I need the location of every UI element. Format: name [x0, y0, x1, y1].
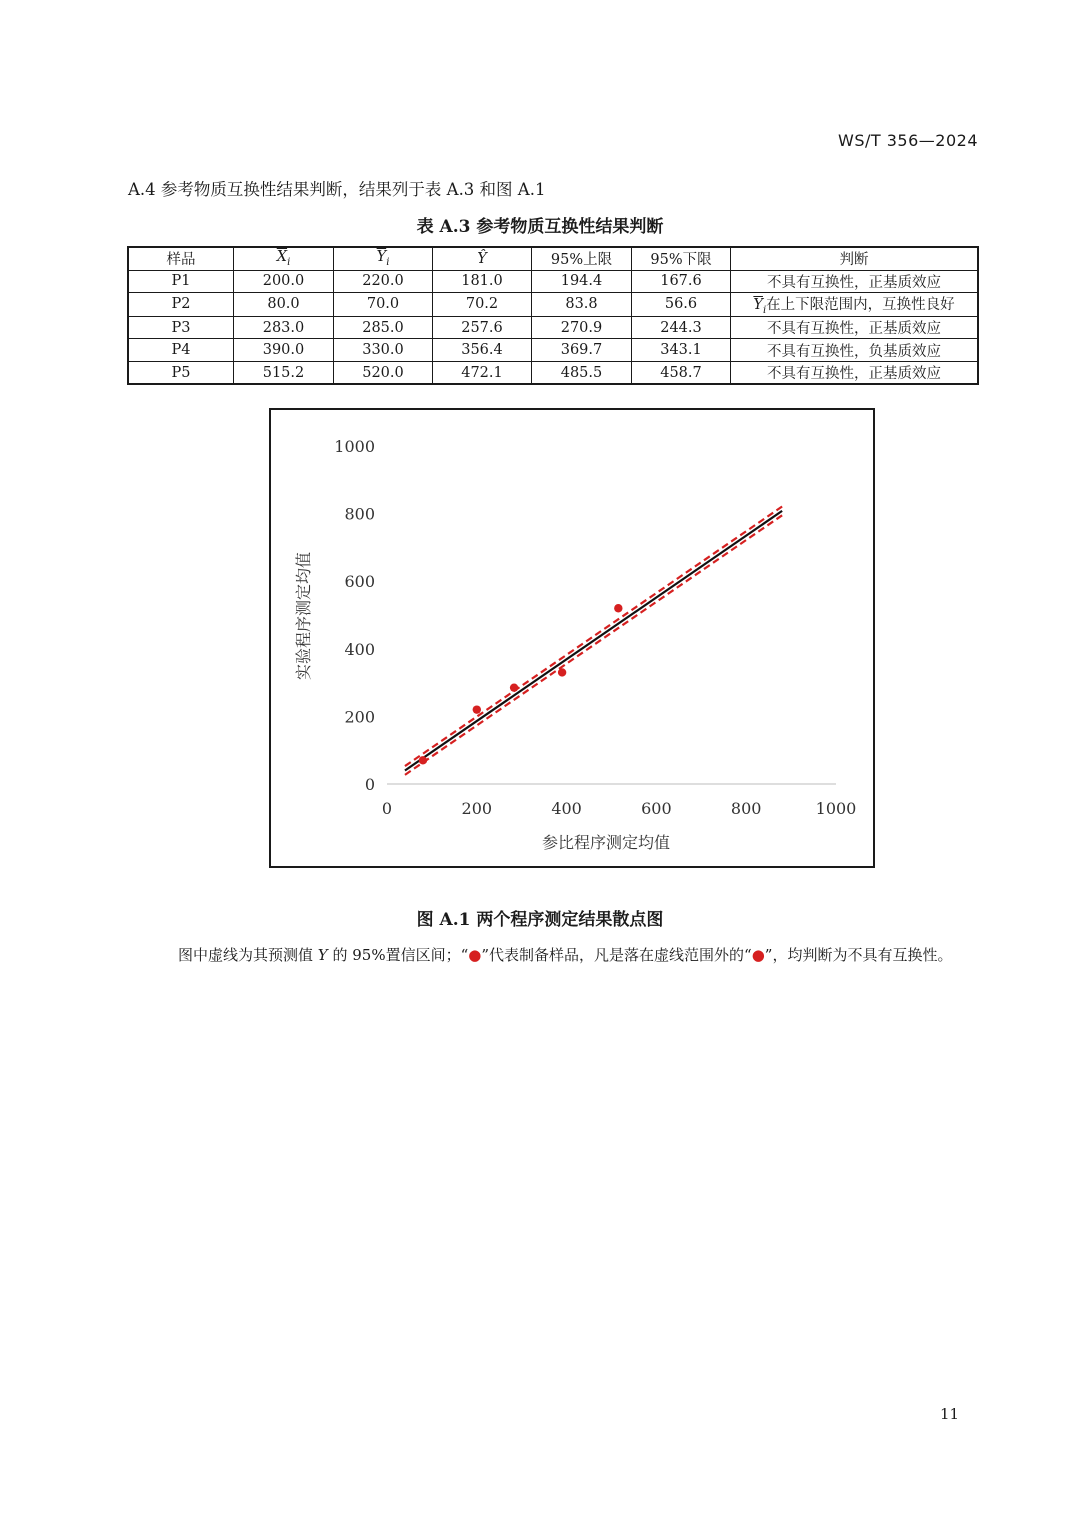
- cell: 70.2: [433, 293, 532, 317]
- x-tick-label: 200: [461, 799, 493, 818]
- cell: 485.5: [532, 361, 632, 384]
- cell: P2: [128, 293, 234, 317]
- table-row: [128, 316, 978, 339]
- cell: 200.0: [234, 270, 334, 293]
- cell: 520.0: [334, 361, 433, 384]
- figure-note: 图中虚线为其预测值 Y 的 95%置信区间；“●”代表制备样品，凡是落在虚线范围外的“●”，均判断为不具有互换性。: [178, 946, 953, 964]
- header-lower-limit: 95%下限: [632, 247, 731, 270]
- x-tick-label: 1000: [815, 799, 857, 818]
- figure-caption: 图 A.1 两个程序测定结果散点图: [416, 910, 664, 930]
- cell: 472.1: [433, 361, 532, 384]
- result-table: [127, 246, 979, 385]
- data-point: [419, 756, 427, 764]
- x-tick-label: 400: [551, 799, 582, 818]
- header-x-mean: $\overline{X}_i$: [234, 247, 334, 270]
- y-tick-label: 0: [364, 775, 375, 794]
- cell: 515.2: [234, 361, 334, 384]
- y-tick-label: 600: [344, 572, 375, 592]
- cell: 458.7: [632, 361, 731, 384]
- cell: 不具有互换性，正基质效应: [731, 361, 979, 384]
- cell: $\overline{Y}_i$在上下限范围内，互换性良好: [731, 293, 979, 317]
- cell: P5: [128, 361, 234, 384]
- table-header-row: [128, 247, 978, 270]
- x-tick-label: 600: [641, 799, 672, 818]
- cell: 343.1: [632, 339, 731, 362]
- cell: 369.7: [532, 339, 632, 362]
- table-caption: 表 A.3 参考物质互换性结果判断: [416, 217, 664, 237]
- cell: 83.8: [532, 293, 632, 317]
- cell: 330.0: [334, 339, 433, 362]
- cell: 167.6: [632, 270, 731, 293]
- cell: 390.0: [234, 339, 334, 362]
- scatter-chart-frame: [269, 408, 875, 868]
- table-row: [128, 361, 978, 384]
- data-point: [510, 683, 518, 691]
- cell: P4: [128, 339, 234, 362]
- red-dot-symbol: ●: [751, 946, 765, 964]
- header-upper-limit: 95%上限: [532, 247, 632, 270]
- table-row: [128, 339, 978, 362]
- header-y-predicted: Ŷ: [433, 247, 532, 270]
- cell: 56.6: [632, 293, 731, 317]
- table-row: [128, 293, 978, 317]
- cell: 220.0: [334, 270, 433, 293]
- y-tick-label: 200: [344, 707, 375, 727]
- cell: 80.0: [234, 293, 334, 317]
- page-number: 11: [940, 1405, 960, 1423]
- red-dot-symbol: ●: [468, 946, 482, 964]
- chart-marks: [334, 437, 856, 818]
- y-symbol: Y: [317, 946, 328, 964]
- cell: 285.0: [334, 316, 433, 339]
- header-judgement: 判断: [731, 247, 979, 270]
- y-mean-symbol: $\overline{Y}$: [753, 297, 763, 313]
- cell: 不具有互换性，正基质效应: [731, 316, 979, 339]
- cell: 257.6: [433, 316, 532, 339]
- cell: 不具有互换性，负基质效应: [731, 339, 979, 362]
- x-tick-label: 0: [381, 799, 393, 818]
- table-row: [128, 270, 978, 293]
- data-point: [614, 604, 622, 612]
- y-axis-label: 实验程序测定均值: [294, 551, 313, 681]
- cell: P1: [128, 270, 234, 293]
- cell: 270.9: [532, 316, 632, 339]
- fit-line: [405, 511, 782, 771]
- clause-heading: A.4 参考物质互换性结果判断，结果列于表 A.3 和图 A.1: [128, 180, 546, 199]
- y-tick-label: 1000: [334, 437, 375, 456]
- x-tick-label: 800: [730, 799, 762, 818]
- cell: 244.3: [632, 316, 731, 339]
- cell: 181.0: [433, 270, 532, 293]
- x-axis-label: 参比程序测定均值: [541, 833, 671, 852]
- data-point: [473, 705, 481, 713]
- cell: 194.4: [532, 270, 632, 293]
- upper-confidence-line: [405, 507, 782, 767]
- data-point: [558, 668, 566, 676]
- y-tick-label: 400: [344, 639, 375, 659]
- cell: 不具有互换性，正基质效应: [731, 270, 979, 293]
- header-y-mean: $\overline{Y}_i$: [334, 247, 433, 270]
- header-sample: 样品: [128, 247, 234, 270]
- lower-confidence-line: [405, 515, 782, 775]
- cell: P3: [128, 316, 234, 339]
- standard-number: WS/T 356—2024: [838, 131, 978, 150]
- cell: 283.0: [234, 316, 334, 339]
- scatter-chart: [271, 410, 873, 866]
- cell: 70.0: [334, 293, 433, 317]
- y-tick-label: 800: [344, 504, 375, 524]
- cell: 356.4: [433, 339, 532, 362]
